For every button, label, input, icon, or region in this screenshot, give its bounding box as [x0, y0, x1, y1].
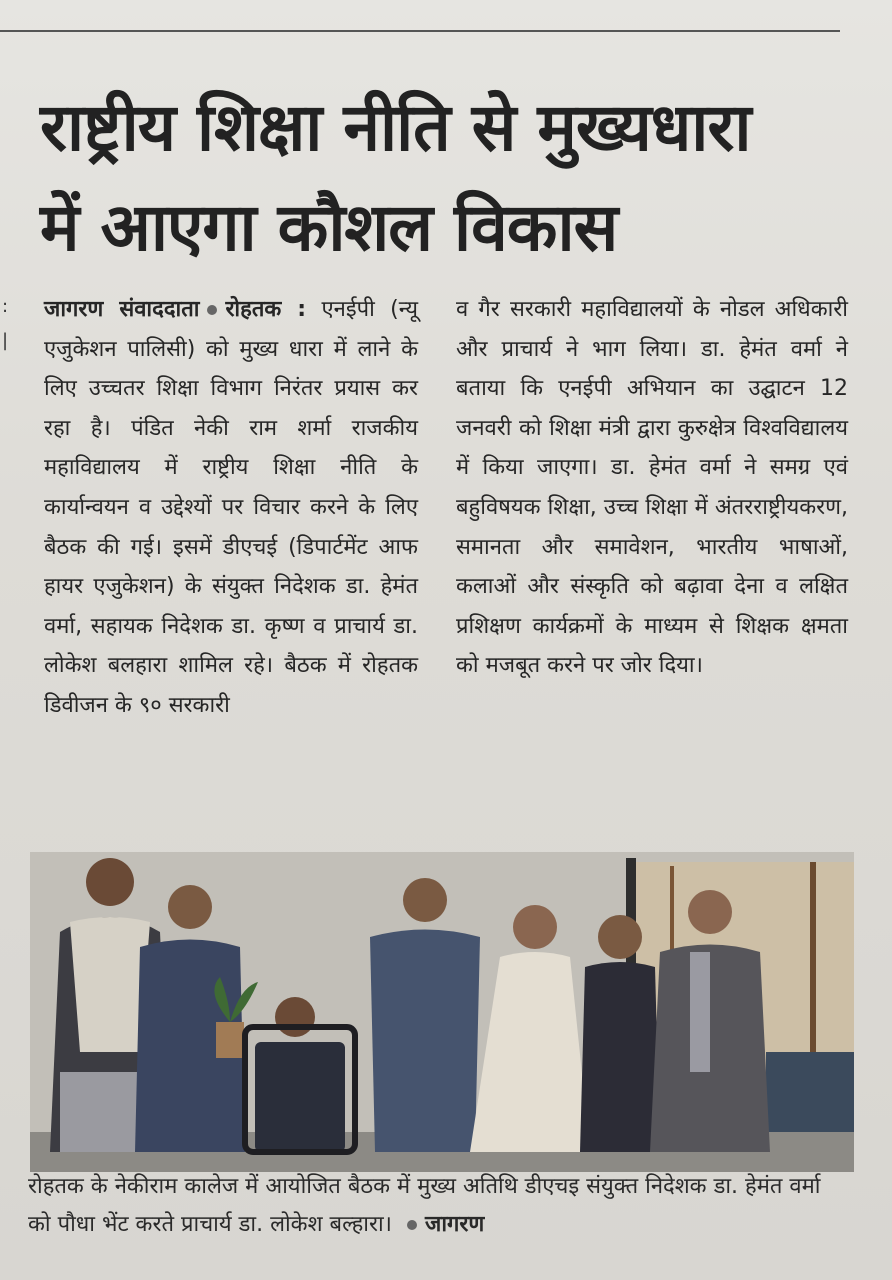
event-photo [30, 852, 854, 1172]
photo-credit: जागरण [425, 1212, 485, 1237]
dateline-city: रोहतक : [225, 297, 307, 322]
event-photo-illustration [30, 852, 854, 1172]
photo-caption-text: रोहतक के नेकीराम कालेज में आयोजित बैठक में मुख्य अतिथि डीएचइ संयुक्त निदेशक डा. हेमंत वर्मा को पौधा भेंट करते प्राचार्य डा. लोकेश बल्हारा। [28, 1174, 821, 1237]
article-column-left [44, 290, 418, 726]
headline [40, 78, 840, 278]
photo-caption [28, 1168, 848, 1244]
article-column-right [456, 290, 848, 686]
headline-line-1: राष्ट्रीय शिक्षा नीति से मुख्यधारा [40, 89, 751, 166]
dateline-bullet-icon [207, 305, 217, 315]
top-rule [0, 30, 840, 32]
headline-line-2: में आएगा कौशल विकास [40, 189, 618, 266]
article-body-right: व गैर सरकारी महाविद्यालयों के नोडल अधिकारी और प्राचार्य ने भाग लिया। डा. हेमंत वर्मा ने बताया कि एनईपी अभियान का उद्घाटन 12 जनवरी को शिक्षा मंत्री द्वारा कुरुक्षेत्र विश्वविद्यालय में किया जाएगा। डा. हेमंत वर्मा ने समग्र एवं बहुविषयक शिक्षा, उच्च शिक्षा में अंतरराष्ट्रीयकरण, समानता और समावेशन, भारतीय भाषाओं, कलाओं और संस्कृति को बढ़ावा देना व लक्षित प्रशिक्षण कार्यक्रमों के माध्यम से शिक्षक क्षमता को मजबूत करने पर जोर दिया। [456, 297, 848, 679]
article-body-left: एनईपी (न्यू एजुकेशन पालिसी) को मुख्य धारा में लाने के लिए उच्चतर शिक्षा विभाग निरंतर प्रयास कर रहा है। पंडित नेकी राम शर्मा राजकीय महाविद्यालय में राष्ट्रीय शिक्षा नीति के कार्यान्वयन व उद्देश्यों पर विचार करने के लिए बैठक की गई। इसमें डीएचई (डिपार्टमेंट आफ हायर एजुकेशन) के संयुक्त निदेशक डा. हेमंत वर्मा, सहायक निदेशक डा. कृष्ण व प्राचार्य डा. लोकेश बलहारा शामिल रहे। बैठक में रोहतक डिवीजन के ९० सरकारी [44, 297, 418, 718]
previous-column-edge: : | [2, 296, 9, 351]
dateline-reporter: जागरण संवाददाता [44, 297, 200, 322]
credit-bullet-icon [407, 1220, 417, 1230]
